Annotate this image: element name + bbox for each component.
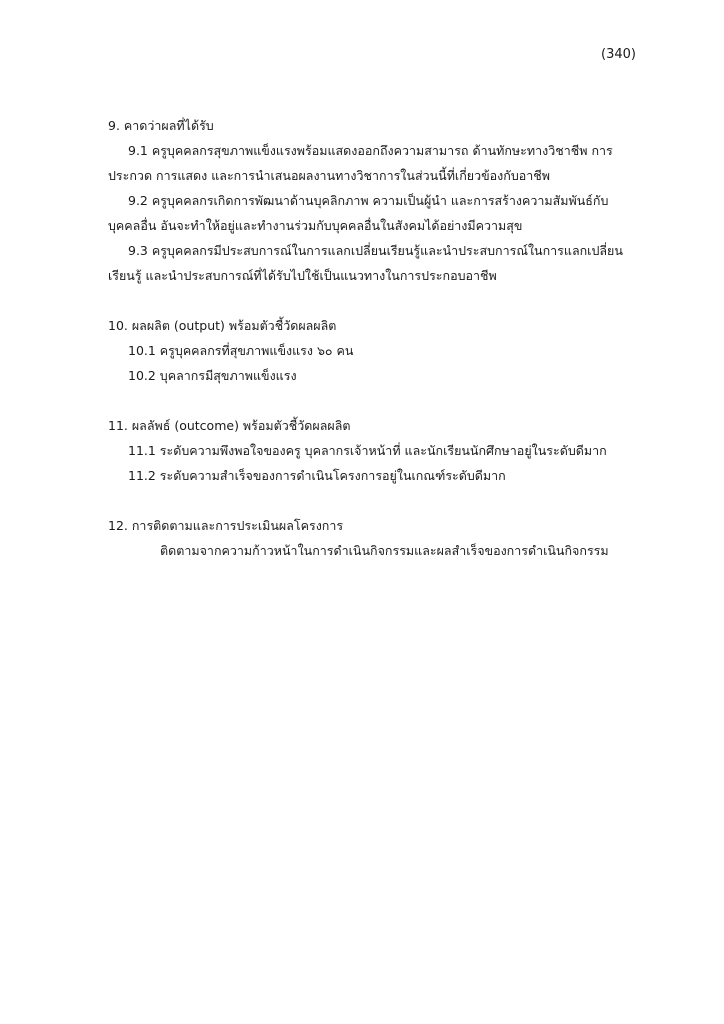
- section-outcome: [108, 413, 638, 488]
- section-heading: 10. ผลผลิต (output) พร้อมตัวชี้วัดผลผลิต: [108, 318, 337, 333]
- section-heading: 12. การติดตามและการประเมินผลโครงการ: [108, 518, 344, 533]
- paragraph-12-body: ติดตามจากความก้าวหน้าในการดำเนินกิจกรรมและผลสำเร็จของการดำเนินกิจกรรม: [160, 543, 609, 558]
- section-output: [108, 313, 638, 388]
- section-monitoring: [108, 513, 638, 563]
- section-heading: 9. คาดว่าผลที่ได้รับ: [108, 118, 214, 133]
- list-item-11-1: 11.1 ระดับความพึงพอใจของครู บุคลากรเจ้าหน้าที่ และนักเรียนนักศึกษาอยู่ในระดับดีมาก: [128, 443, 607, 458]
- paragraph-9-2: 9.2 ครูบุคคลกรเกิดการพัฒนาด้านบุคลิกภาพ ความเป็นผู้นำ และการสร้างความสัมพันธ์กับบุคคลอื่น อันจะทำให้อยู่และทำงานร่วมกับบุคคลอื่นในสังคมได้อย่างมีความสุข: [108, 193, 609, 233]
- list-item-11-2: 11.2 ระดับความสำเร็จของการดำเนินโครงการอยู่ในเกณฑ์ระดับดีมาก: [128, 468, 506, 483]
- document-body: [108, 113, 638, 563]
- section-expected-results: [108, 113, 638, 288]
- section-heading: 11. ผลลัพธ์ (outcome) พร้อมตัวชี้วัดผลผลิต: [108, 418, 351, 433]
- paragraph-9-1: 9.1 ครูบุคคลกรสุขภาพแข็งแรงพร้อมแสดงออกถึงความสามารถ ด้านทักษะทางวิชาชีพ การประกวด การแสดง และการนำเสนอผลงานทางวิชาการในส่วนนี้ที่เกี่ยวข้องกับอาชีพ: [108, 143, 613, 183]
- page-number: (340): [601, 47, 636, 62]
- paragraph-9-3: 9.3 ครูบุคคลกรมีประสบการณ์ในการแลกเปลี่ยนเรียนรู้และนำประสบการณ์ในการแลกเปลี่ยนเรียนรู้ และนำประสบการณ์ที่ได้รับไปใช้เป็นแนวทางในการประกอบอาชีพ: [108, 243, 623, 283]
- list-item-10-1: 10.1 ครูบุคคลกรที่สุขภาพแข็งแรง ๖๐ คน: [128, 343, 354, 358]
- list-item-10-2: 10.2 บุคลากรมีสุขภาพแข็งแรง: [128, 368, 297, 383]
